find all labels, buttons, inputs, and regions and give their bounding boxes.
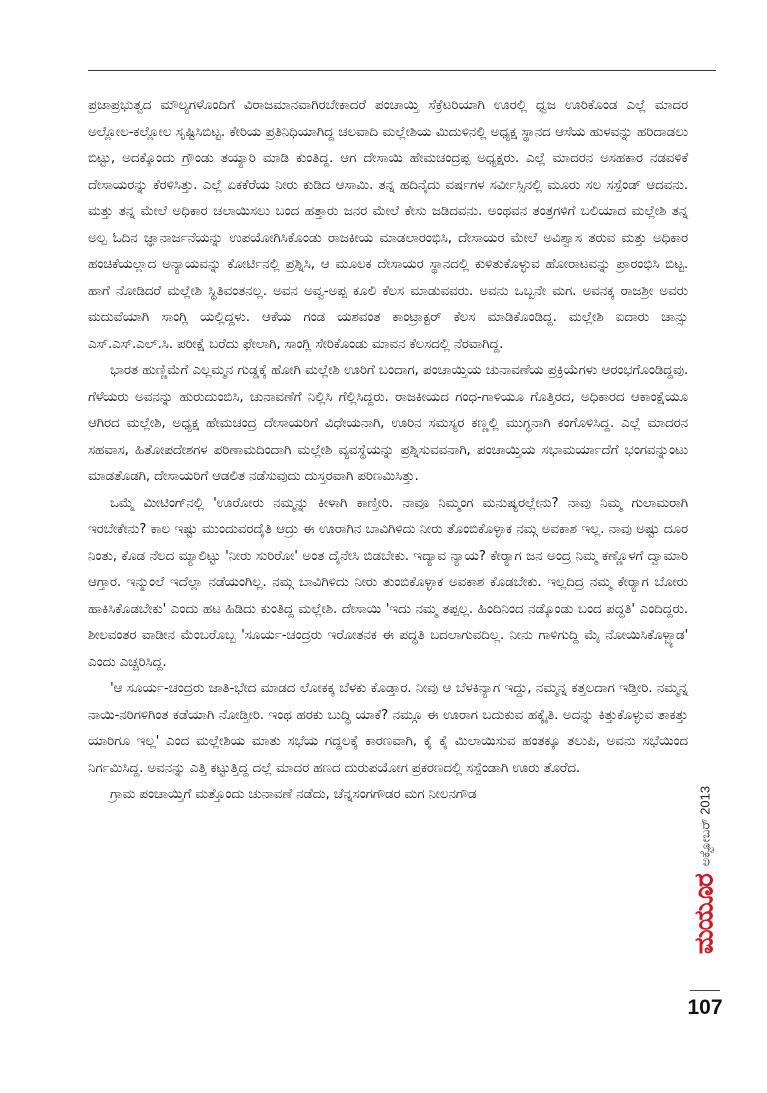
top-rule — [88, 70, 716, 71]
paragraph-5: ಗ್ರಾಮ ಪಂಚಾಯ್ತಿಗೆ ಮತ್ತೊಂದು ಚುನಾವಣೆ ನಡೆದು, ಚೆನ್ನಸಂಗಗೌಡರ ಮಗ ನೀಲನಗೌಡ — [110, 786, 477, 802]
issue-date: ಅಕ್ಟೋಬರ್ 2013 — [697, 785, 712, 867]
page-number: 107 — [687, 996, 723, 1019]
magazine-sidebar — [689, 768, 720, 973]
paragraph-3: ಒಮ್ಮೆ ಮೀಟಿಂಗ್‌ನಲ್ಲಿ 'ಊರೋರು ನಮ್ಮನ್ನು ಕೀಳಾಗಿ ಕಾಣ್ತೀರಿ. ನಾವೂ ನಿಮ್ಮಂಗ ಮನುಷ್ಯರಲ್ಲೇನು? ನಾವು ನಿಮ್ಮ ಗುಲಾಮರಾಗಿ ಇರಬೇಕೇನು? ಕಾಲ ಇಷ್ಟು ಮುಂದುವರದೈತಿ ಆದ್ರು ಈ ಊರಾಗಿನ ಬಾವಿಗಿಳಿದು ನೀರು ತೊಂಬಿಕೊಳ್ಳಾಕ ನಮ್ಗ ಅವಕಾಶ ಇಲ್ಲ. ನಾವು ಅಷ್ಟು ದೂರ ನಿಂತು, ಕೊಡ ನೆಲದ ಮ್ಯಾಲಿಟ್ಟು 'ನೀರು ಸುರಿರೋ' ಅಂತ ದೈನೇಸಿ ಬಿಡಬೇಕು. ಇದ್ಯಾವ ನ್ಯಾಯ? ಕೇರ್‍ಯಾಗ ಜನ ಅಂದ್ರ ನಿಮ್ಮ ಕಣ್ಣೊಳಗೆ ದ್ವಾಮಾರಿ ಆಗ್ತಾರ. ಇನ್ಮುಂಲೆ ಇದೆಲ್ಲಾ ನಡೆಯಂಗಿಲ್ಲ. ನಮ್ಗ ಬಾವಿಗಿಳಿದು ನೀರು ತುಂಬಿಕೊಳ್ಳಾಕ ಅವಕಾಶ ಕೊಡಬೇಕು. ಇಲ್ಲದಿದ್ರ ನಮ್ಮ ಕೇರ್‍ಯಾಗ ಬೋರು ಹಾಕಿಸಿಕೊಡಬೇಕು' ಎಂದು ಹಟ ಹಿಡಿದು ಕುಂತಿದ್ದ ಮಲ್ಲೇಶಿ. ದೇಸಾಯಿ 'ಇದು ನಮ್ಮ ತಪ್ಪಲ್ಲ. ಹಿಂದಿನಿಂದ ನಡ್ಕೊಂಡು ಬಂದ ಪದ್ಧತಿ' ಎಂದಿದ್ದರು. ಶೀಲವಂತರ ವಾಡೀನ ಮೆಂಬರೊಬ್ಬ 'ಸೂರ್ಯ-ಚಂದ್ರರು ಇರೋತನಕ ಈ ಪದ್ಧತಿ ಬದಲಾಗುವದಿಲ್ಲ. ನೀನು ಗಾಳಿಗುದ್ದಿ ಮೈ ನೋಯಿಸಿಕೊಳ್ಬ್ಯಾಡ' ಎಂದು ಎಚ್ಚರಿಸಿದ್ದ. — [88, 494, 688, 670]
sidebar-rotated-text — [690, 786, 721, 954]
paragraph-1: ಪ್ರಜಾಪ್ರಭುತ್ವದ ಮೌಲ್ಯಗಳೊಂದಿಗೆ ವಿರಾಜಮಾನವಾಗಿರಬೇಕಾದರೆ ಪಂಚಾಯ್ತಿ ಸೆಕ್ರೆಟರಿಯಾಗಿ ಊರಲ್ಲಿ ಧ್ವಜ ಊರಿಕೊಂಡ ಎಲ್ಲೆ ಮಾದರ ಅಲ್ಲೋಲ-ಕಲ್ಲೋಲ ಸೃಷ್ಟಿಸಿಬಿಟ್ಟ. ಕೇರಿಯ ಪ್ರತಿನಿಧಿಯಾಗಿದ್ದ ಚಲವಾದಿ ಮಲ್ಲೇಶಿಯ ಮಿದುಳಿನಲ್ಲಿ ಅಧ್ಯಕ್ಷ ಸ್ಥಾನದ ಆಸೆಯ ಹುಳವನ್ನು ಹರಿದಾಡಲು ಬಿಟ್ಟು, ಅದಕ್ಕೊಂದು ಗ್ರೌಂಡು ತಯ್ಯಾರಿ ಮಾಡಿ ಕುಂತಿದ್ದ. ಆಗ ದೇಸಾಯಿ ಹೇಮಚಂದ್ರಪ್ಪ ಅಧ್ಯಕ್ಷರು. ಎಲ್ಲೆ ಮಾದರನ ಅಸಹಕಾರ ನಡವಳಿಕೆ ದೇಸಾಯರನ್ನು ಕೆರಳಿಸಿತ್ತು. ಎಲ್ಲೆ ಏಕಕೆರೆಯ ನೀರು ಕುಡಿದ ಆಸಾಮಿ. ತನ್ನ ಹದಿನೈದು ವರ್ಷಗಳ ಸರ್ವೀಸ್ಸಿನಲ್ಲಿ ಮೂರು ಸಲ ಸಸ್ಪೆಂಡ್ ಆದವನು. ಮತ್ತು ತನ್ನ ಮೇಲೆ ಅಧಿಕಾರ ಚಲಾಯಿಸಲು ಬಂದ ಹತ್ತಾರು ಜನರ ಮೇಲೆ ಕೇಸು ಜಡಿದವನು. ಅಂಥವನ ತಂತ್ರಗಳಿಗೆ ಬಲಿಯಾದ ಮಲ್ಲೇಶಿ ತನ್ನ ಅಲ್ಪ ಓದಿನ ಜ್ಞಾನಾರ್ಜನೆಯನ್ನು ಉಪಯೋಗಿಸಿಕೊಂಡು ರಾಜಕೀಯ ಮಾಡಲಾರಂಭಿಸಿ, ದೇಸಾಯರ ಮೇಲೆ ಅವಿಶ್ವಾಸ ತರುವ ಮತ್ತು ಅಧಿಕಾರ ಹಂಚಿಕೆಯಲ್ಲಾದ ಅನ್ಯಾಯವನ್ನು ಕೋರ್ಟಿನಲ್ಲಿ ಪ್ರಶ್ನಿಸಿ, ಆ ಮೂಲಕ ದೇಸಾಯರ ಸ್ಥಾನದಲ್ಲಿ ಕುಳಿತುಕೊಳ್ಳುವ ಹೋರಾಟವನ್ನು ಪ್ರಾರಂಭಿಸಿ ಬಿಟ್ಟ. ಹಾಗೆ ನೋಡಿದರೆ ಮಲ್ಲೇಶಿ ಸ್ಥಿತಿವಂತನಲ್ಲ. ಅವನ ಅವ್ವ-ಅಪ್ಪ ಕೂಲಿ ಕೆಲಸ ಮಾಡುವವರು. ಅವನು ಒಬ್ಬನೇ ಮಗ. ಅವನಕ್ಕ ರಾಜಶ್ರೀ ಅವರು ಮದುವೆಯಾಗಿ ಸಾಂಗ್ಲಿ ಯಲ್ಲಿದ್ದಳು. ಆಕೆಯ ಗಂಡ ಯಶವಂತ ಕಾಂಟ್ರಾಕ್ಟರ್ ಕೆಲಸ ಮಾಡಿಕೊಂಡಿದ್ದ. ಮಲ್ಲೇಶಿ ಐದಾರು ಚಾನ್ಸು ಎಸ್.ಎಸ್.ಎಲ್.ಸಿ. ಪರೀಕ್ಷೆ ಬರೆದು ಫೇಲಾಗಿ, ಸಾಂಗ್ಲಿ ಸೇರಿಕೊಂಡು ಮಾವನ ಕೆಲಸದಲ್ಲಿ ನೆರವಾಗಿದ್ದ. — [88, 97, 688, 352]
magazine-name: ಮಯೂರ — [689, 874, 720, 955]
paragraph-2: ಭಾರತ ಹುಣ್ಣಿಮೆಗೆ ಎಲ್ಲಮ್ಮನ ಗುಡ್ಡಕ್ಕೆ ಹೋಗಿ ಮಲ್ಲೇಶಿ ಊರಿಗೆ ಬಂದಾಗ, ಪಂಚಾಯ್ತಿಯ ಚುನಾವಣೆಯ ಪ್ರಕ್ರಿಯೆಗಳು ಆರಂಭಗೊಂಡಿದ್ದವು. ಗೆಳೆಯರು ಅವನನ್ನು ಹುರುದುಂಬಿಸಿ, ಚುನಾವಣೆಗೆ ನಿಲ್ಲಿಸಿ ಗೆಲ್ಲಿಸಿದ್ದರು. ರಾಜಕೀಯದ ಗಂಧ-ಗಾಳಿಯೂ ಗೊತ್ತಿರದ, ಅಧಿಕಾರದ ಆಕಾಂಕ್ಷೆಯೂ ಆಗಿರದ ಮಲ್ಲೇಶಿ, ಅಧ್ಯಕ್ಷ ಹೇಮಚಂದ್ರ ದೇಸಾಯರಿಗೆ ವಿಧೇಯನಾಗಿ, ಊರಿನ ಸಮಸ್ಯರ ಕಣ್ಣಲ್ಲಿ ಮುಗ್ಧನಾಗಿ ಕಂಗೊಳಿಸಿದ್ದ. ಎಲ್ಲೆ ಮಾದರನ ಸಹವಾಸ, ಹಿತೋಪದೇಶಗಳ ಪರಿಣಾಮದಿಂದಾಗಿ ಮಲ್ಲೇಶಿ ವ್ಯವಸ್ಥೆಯನ್ನು ಪ್ರಶ್ನಿಸುವವನಾಗಿ, ಪಂಚಾಯ್ತಿಯ ಸಭಾಮರ್ಯಾದೆಗೆ ಭಂಗವನ್ನುಂಟು ಮಾಡತೊಡಗಿ, ದೇಸಾಯರಿಗೆ ಆಡಲಿತ ನಡೆಸುವುದು ದುಸ್ತರವಾಗಿ ಪರಿಣಮಿಸಿತ್ತು. — [88, 362, 688, 484]
page-number-rule — [690, 990, 720, 991]
paragraph-4: 'ಆ ಸೂರ್ಯ-ಚಂದ್ರರು ಜಾತಿ-ಭೇದ ಮಾಡದ ಲೋಕಕ್ಕ ಬೆಳಕು ಕೊಡ್ತಾರ. ನೀವು ಆ ಬೆಳಕಿನ್ಯಾಗ ಇದ್ದು, ನಮ್ಮನ್ನ ಕತ್ತಲದಾಗ ಇಡ್ತೀರಿ. ನಮ್ಮನ್ನ ನಾಯಿ-ನರಿಗಳಿಗಿಂತ ಕಡೆಯಾಗಿ ನೋಡ್ತೀರಿ. ಇಂಥ ಹರಕು ಬುದ್ಧಿ ಯಾಕೆ? ನಮ್ಗೂ ಈ ಊರಾಗ ಬದುಕುವ ಹಕ್ಕೈತಿ. ಅದನ್ನು ಕಿತ್ತುಕೊಳ್ಳುವ ತಾಕತ್ತು ಯಾರಿಗೂ ಇಲ್ಲ' ಎಂದ ಮಲ್ಲೇಶಿಯ ಮಾತು ಸಭೆಯ ಗದ್ದಲಕ್ಕೆ ಕಾರಣವಾಗಿ, ಕೈ ಕೈ ಮಿಲಾಯಿಸುವ ಹಂತಕ್ಕೂ ತಲುಪಿ, ಅವನು ಸಭೆಯಿಂದ ನಿರ್ಗಮಿಸಿದ್ದ. ಅವನನ್ನು ಎತ್ತಿ ಕಟ್ಟುತ್ತಿದ್ದ ದಲ್ಲೆ ಮಾದರ ಹಣದ ದುರುಪಯೋಗ ಪ್ರಕರಣದಲ್ಲಿ ಸಸ್ಪೆಂಡಾಗಿ ಊರು ತೊರೆದ. — [88, 680, 688, 776]
article-body — [88, 92, 688, 808]
